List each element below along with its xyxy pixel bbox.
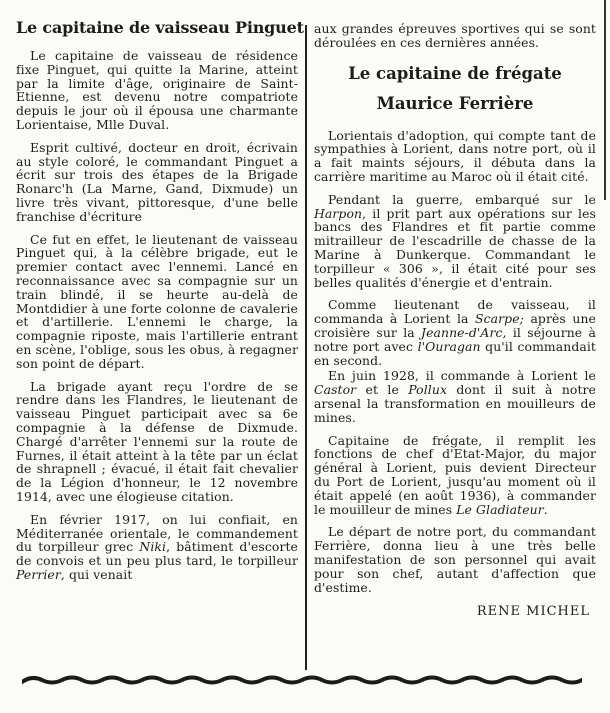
ship-name: Harpon [314, 205, 363, 221]
paragraph [314, 298, 596, 367]
article-pinguet [16, 18, 304, 591]
column-divider [305, 25, 307, 670]
text: , bâtiment d'escorte de convois et un peu plus tard, le torpilleur [16, 539, 298, 569]
paragraph [314, 434, 596, 517]
paragraph: Ce fut en effet, le lieutenant de vaisseau Pinguet qui, à la célèbre brigade, eut le premier contact avec l'ennemi. Lancé en reconnaissance avec sa compagnie sur un train blindé, il se heurte au-delà de Montdidier à une forte colonne de cavalerie et d'artillerie. L'ennemi le charge, la compagnie riposte, mais l'artillerie entrant en scène, l'oblige, sous les obus, à regagner son point de départ. [16, 231, 298, 371]
paragraph: Esprit cultivé, docteur en droit, écrivain au style coloré, le commandant Pinguet a écrit sur trois des étapes de la Brigade Ronarc'h (La Marne, Gand, Dixmude) un livre très vivant, pittoresque, d'une belle franchise d'écriture [16, 139, 298, 224]
paragraph: Le départ de notre port, du commandant Ferrière, donna lieu à une très belle manifestation de son personnel qui avait pour son chef, autant d'affection que d'estime. [314, 524, 596, 595]
ship-name: Niki [139, 539, 167, 555]
article-ferriere [314, 22, 596, 619]
byline: RENE MICHEL [476, 604, 590, 620]
paragraph: La brigade ayant reçu l'ordre de se rendre dans les Flandres, le lieutenant de vaisseau Pinguet participait avec sa 6e compagnie à la défense de Dixmude. Chargé d'arrêter l'ennemi sur la route de Furnes, il était atteint à la tête par un éclat de shrapnell ; évacué, il était fait chevalier de la Légion d'honneur, le 12 novembre 1914, avec une élogieuse citation. [16, 378, 298, 504]
ship-name: l'Ouragan [417, 338, 481, 354]
ship-name: Le Gladiateur [456, 501, 544, 517]
paragraph [314, 193, 596, 290]
ship-name: Scarpe; [475, 311, 524, 327]
ship-name: Jeanne-d'Arc [421, 324, 503, 340]
paragraph [314, 369, 596, 424]
ship-name: Pollux [408, 382, 448, 398]
ship-name: Perrier [16, 566, 61, 582]
text: En février 1917, on lui confiait, en Méditerranée orientale, le commandement du torpilleur grec [16, 511, 298, 555]
text: qu'il commandait en second. [314, 338, 596, 368]
text: , il séjourne à notre port avec [314, 324, 596, 354]
paragraph [16, 513, 298, 582]
text: après une croisière sur la [314, 311, 596, 340]
wavy-separator [22, 672, 582, 688]
paragraph: Lorientais d'adoption, qui compte tant de sympathies à Lorient, dans notre port, où il a fait maints séjours, il débuta dans la carrière maritime au Maroc où il était cité. [314, 127, 596, 184]
text: Comme lieutenant de vaisseau, il commanda à Lorient la [314, 297, 596, 327]
text: dont il suit à notre arsenal la transformation en mouilleurs de mines. [314, 382, 596, 425]
continuation-text: aux grandes épreuves sportives qui se sont déroulées en ces dernières années. [314, 21, 596, 50]
headline-ferriere-line2: Maurice Ferrière [376, 93, 534, 113]
column-divider-right [604, 0, 606, 200]
wavy-line [22, 678, 582, 683]
text: et le [356, 382, 409, 398]
text: , il prit part aux opérations sur les bancs des Flandres et fit partie comme mitrailleur de l'escadrille de chasse de la Marine à Dunkerque. Commandant le torpilleur « 306 », il était cité pour ses belles qualités d'énergie et d'entrain. [314, 205, 596, 290]
headline-ferriere-line1: Le capitaine de frégate [348, 63, 562, 83]
ship-name: Castor [314, 382, 357, 398]
text: Pendant la guerre, embarqué sur le [328, 191, 596, 207]
paragraph: Le capitaine de vaisseau de résidence fixe Pinguet, qui quitte la Marine, atteint par la limite d'âge, originaire de Saint-Etienne, est devenu notre compatriote depuis le jour où il épousa une charmante Lorientaise, Mlle Duval. [16, 48, 298, 132]
text: Capitaine de frégate, il remplit les fonctions de chef d'Etat-Major, du major général à Lorient, puis devient Directeur du Port de Lorient, jusqu'au moment où il était appelé (en août 1936), à commander le mouilleur de mines [314, 432, 596, 517]
text: , qui venait [60, 566, 133, 582]
headline-pinguet: Le capitaine de vaisseau Pinguet [16, 18, 304, 37]
text: . [543, 501, 548, 517]
text: En juin 1928, il commande à Lorient le [328, 368, 596, 384]
